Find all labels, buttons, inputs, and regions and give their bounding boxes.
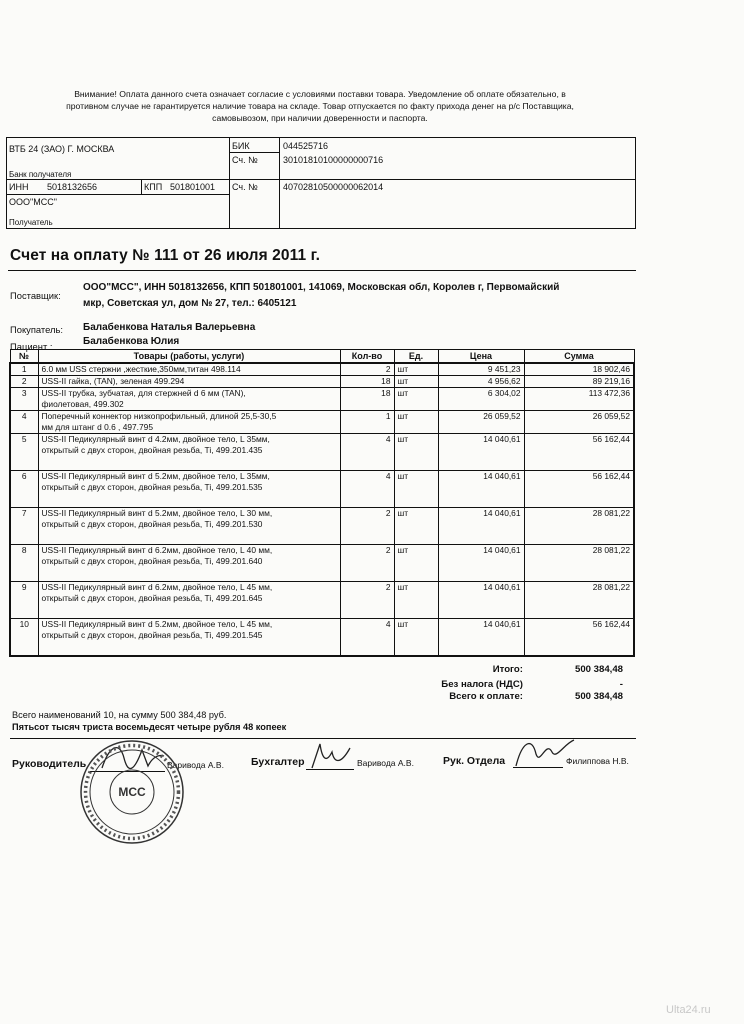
cell-price: 14 040,61 xyxy=(438,545,524,582)
bank-name: ВТБ 24 (ЗАО) Г. МОСКВА xyxy=(9,144,115,154)
cell-qty: 18 xyxy=(340,388,394,411)
cell-price: 14 040,61 xyxy=(438,471,524,508)
col-header-qty: Кол-во xyxy=(340,350,394,364)
cell-number: 6 xyxy=(10,471,38,508)
items-count-summary: Всего наименований 10, на сумму 500 384,48 руб. xyxy=(12,710,227,720)
head-signature-name: Варивода А.В. xyxy=(167,760,224,770)
buyer-label: Покупатель: xyxy=(10,324,63,335)
cell-sum: 56 162,44 xyxy=(524,619,634,656)
cell-goods xyxy=(38,388,340,411)
cell-sum: 28 081,22 xyxy=(524,545,634,582)
cell-price: 4 956,62 xyxy=(438,376,524,388)
col-header-unit: Ед. xyxy=(394,350,438,364)
cell-unit: шт xyxy=(394,434,438,471)
table-row xyxy=(10,508,634,545)
cell-price: 14 040,61 xyxy=(438,582,524,619)
recipient-name: ООО"МСС" xyxy=(9,197,57,207)
cell-qty: 2 xyxy=(340,545,394,582)
invoice-title: Счет на оплату № 111 от 26 июля 2011 г. xyxy=(10,247,320,264)
supplier-label: Поставщик: xyxy=(10,290,61,301)
table-row xyxy=(10,388,634,411)
accountant-signature-label: Бухгалтер xyxy=(251,756,305,768)
cell-number: 9 xyxy=(10,582,38,619)
accountant-signature-scribble xyxy=(306,738,356,774)
cell-unit: шт xyxy=(394,545,438,582)
col-header-sum: Сумма xyxy=(524,350,634,364)
cell-qty: 18 xyxy=(340,376,394,388)
cell-goods xyxy=(38,434,340,471)
cell-goods xyxy=(38,471,340,508)
corr-account-label: Сч. № xyxy=(232,155,258,165)
cell-number: 10 xyxy=(10,619,38,656)
account-label: Сч. № xyxy=(232,182,258,192)
company-seal xyxy=(78,738,186,846)
cell-qty: 2 xyxy=(340,582,394,619)
cell-unit: шт xyxy=(394,508,438,545)
cell-price: 9 451,23 xyxy=(438,363,524,376)
total-value: 500 384,48 xyxy=(574,664,623,675)
cell-price: 14 040,61 xyxy=(438,434,524,471)
supplier-line1: ООО"МСС", ИНН 5018132656, КПП 501801001, 141069, Московская обл, Королев г, Первомайский xyxy=(83,282,560,293)
goods-line-1: USS-II Педикулярный винт d 5.2мм, двойное тело, L 45 мм, xyxy=(41,619,273,629)
cell-number: 4 xyxy=(10,411,38,434)
table-row xyxy=(10,582,634,619)
cell-sum: 56 162,44 xyxy=(524,434,634,471)
patient-value: Балабенкова Юлия xyxy=(83,336,180,347)
goods-line-1: USS-II Педикулярный винт d 4.2мм, двойное тело, L 35мм, xyxy=(41,434,270,444)
vat-value: - xyxy=(619,679,623,690)
col-header-price: Цена xyxy=(438,350,524,364)
cell-unit: шт xyxy=(394,388,438,411)
table-row xyxy=(10,545,634,582)
table-header-row xyxy=(10,350,634,364)
cell-qty: 4 xyxy=(340,471,394,508)
cell-sum: 56 162,44 xyxy=(524,471,634,508)
dept-signature-scribble xyxy=(512,732,578,772)
cell-price: 6 304,02 xyxy=(438,388,524,411)
dept-signature-label: Рук. Отдела xyxy=(443,755,506,767)
site-watermark: Ulta24.ru xyxy=(666,1004,711,1016)
cell-sum: 28 081,22 xyxy=(524,582,634,619)
goods-line-1: USS-II Педикулярный винт d 6.2мм, двойное тело, L 40 мм, xyxy=(41,545,273,555)
table-row xyxy=(10,434,634,471)
cell-goods xyxy=(38,376,340,388)
cell-unit: шт xyxy=(394,363,438,376)
buyer-value: Балабенкова Наталья Валерьевна xyxy=(83,322,256,333)
cell-number: 3 xyxy=(10,388,38,411)
cell-qty: 1 xyxy=(340,411,394,434)
goods-line-1: 6.0 мм USS стержни ,жесткие,350мм,титан 498.114 xyxy=(41,364,241,374)
cell-goods xyxy=(38,545,340,582)
dept-signature-name: Филиппова Н.В. xyxy=(566,756,629,766)
cell-price: 26 059,52 xyxy=(438,411,524,434)
cell-price: 14 040,61 xyxy=(438,619,524,656)
goods-line-2: мм для штанг d 0.6 , 497.795 xyxy=(41,422,153,432)
table-row xyxy=(10,619,634,656)
goods-line-2: фиолетовая, 499.302 xyxy=(41,399,124,409)
goods-line-2: открытый с двух сторон, двойная резьба, Ti, 499.201.435 xyxy=(41,445,263,455)
goods-line-2: открытый с двух сторон, двойная резьба, Ti, 499.201.530 xyxy=(41,519,263,529)
goods-line-1: USS-II Педикулярный винт d 5.2мм, двойное тело, L 35мм, xyxy=(41,471,270,481)
vat-label: Без налога (НДС) xyxy=(441,679,523,690)
accountant-signature-name: Варивода А.В. xyxy=(357,758,414,768)
bank-label: Банк получателя xyxy=(9,170,72,179)
goods-line-2: открытый с двух сторон, двойная резьба, Ti, 499.201.645 xyxy=(41,593,263,603)
cell-goods xyxy=(38,363,340,376)
total-label: Итого: xyxy=(492,664,523,675)
goods-line-1: USS-II трубка, зубчатая, для стержней d 6 мм (TAN), xyxy=(41,388,246,398)
payment-notice: Внимание! Оплата данного счета означает согласие с условиями поставки товара. Уведомление об оплате обязательно, в противном случае не гарантируется наличие товара на складе. Товар отпускается по факту прихода денег на р/с Поставщика, самовывозом, при наличии доверенности и паспорта. xyxy=(66,89,574,123)
payable-value: 500 384,48 xyxy=(574,691,623,702)
cell-qty: 2 xyxy=(340,508,394,545)
cell-number: 7 xyxy=(10,508,38,545)
cell-number: 2 xyxy=(10,376,38,388)
table-row xyxy=(10,471,634,508)
cell-unit: шт xyxy=(394,411,438,434)
table-row xyxy=(10,376,634,388)
cell-number: 8 xyxy=(10,545,38,582)
items-table xyxy=(9,349,635,657)
patient-label: Пациент : xyxy=(10,341,53,352)
table-row xyxy=(10,363,634,376)
cell-sum: 26 059,52 xyxy=(524,411,634,434)
goods-line-2: открытый с двух сторон, двойная резьба, Ti, 499.201.640 xyxy=(41,556,263,566)
supplier-line2: мкр, Советская ул, дом № 27, тел.: 6405121 xyxy=(83,298,297,309)
corr-account-value: 30101810100000000716 xyxy=(283,155,384,165)
kpp-value: 501801001 xyxy=(170,182,216,192)
cell-goods xyxy=(38,582,340,619)
cell-sum: 18 902,46 xyxy=(524,363,634,376)
cell-unit: шт xyxy=(394,582,438,619)
head-signature-label: Руководитель xyxy=(12,758,87,770)
recipient-label: Получатель xyxy=(9,218,53,227)
cell-qty: 2 xyxy=(340,363,394,376)
bank-details-block xyxy=(6,137,636,229)
cell-goods xyxy=(38,411,340,434)
account-value: 40702810500000062014 xyxy=(283,182,384,192)
inn-label: ИНН xyxy=(9,182,29,192)
bik-value: 044525716 xyxy=(283,141,329,151)
col-header-number: № xyxy=(10,350,38,364)
cell-unit: шт xyxy=(394,619,438,656)
cell-number: 1 xyxy=(10,363,38,376)
goods-line-1: USS-II Педикулярный винт d 5.2мм, двойное тело, L 30 мм, xyxy=(41,508,273,518)
cell-goods xyxy=(38,508,340,545)
payable-label: Всего к оплате: xyxy=(449,691,523,702)
cell-qty: 4 xyxy=(340,619,394,656)
goods-line-1: Поперечный коннектор низкопрофильный, длиной 25,5-30,5 xyxy=(41,411,277,421)
seal-text: МСС xyxy=(118,785,146,799)
goods-line-1: USS-II гайка, (TAN), зеленая 499.294 xyxy=(41,376,185,386)
goods-line-2: открытый с двух сторон, двойная резьба, Ti, 499.201.535 xyxy=(41,482,263,492)
amount-in-words: Пятьсот тысяч триста восемьдесят четыре рубля 48 копеек xyxy=(12,722,287,732)
title-divider xyxy=(8,270,636,271)
cell-qty: 4 xyxy=(340,434,394,471)
cell-goods xyxy=(38,619,340,656)
kpp-label: КПП xyxy=(144,182,163,192)
goods-line-1: USS-II Педикулярный винт d 6.2мм, двойное тело, L 45 мм, xyxy=(41,582,273,592)
inn-value: 5018132656 xyxy=(47,182,98,192)
col-header-goods: Товары (работы, услуги) xyxy=(38,350,340,364)
table-row xyxy=(10,411,634,434)
cell-unit: шт xyxy=(394,376,438,388)
cell-price: 14 040,61 xyxy=(438,508,524,545)
cell-sum: 113 472,36 xyxy=(524,388,634,411)
cell-sum: 28 081,22 xyxy=(524,508,634,545)
bik-label: БИК xyxy=(232,141,250,151)
goods-line-2: открытый с двух сторон, двойная резьба, Ti, 499.201.545 xyxy=(41,630,263,640)
cell-unit: шт xyxy=(394,471,438,508)
cell-number: 5 xyxy=(10,434,38,471)
cell-sum: 89 219,16 xyxy=(524,376,634,388)
